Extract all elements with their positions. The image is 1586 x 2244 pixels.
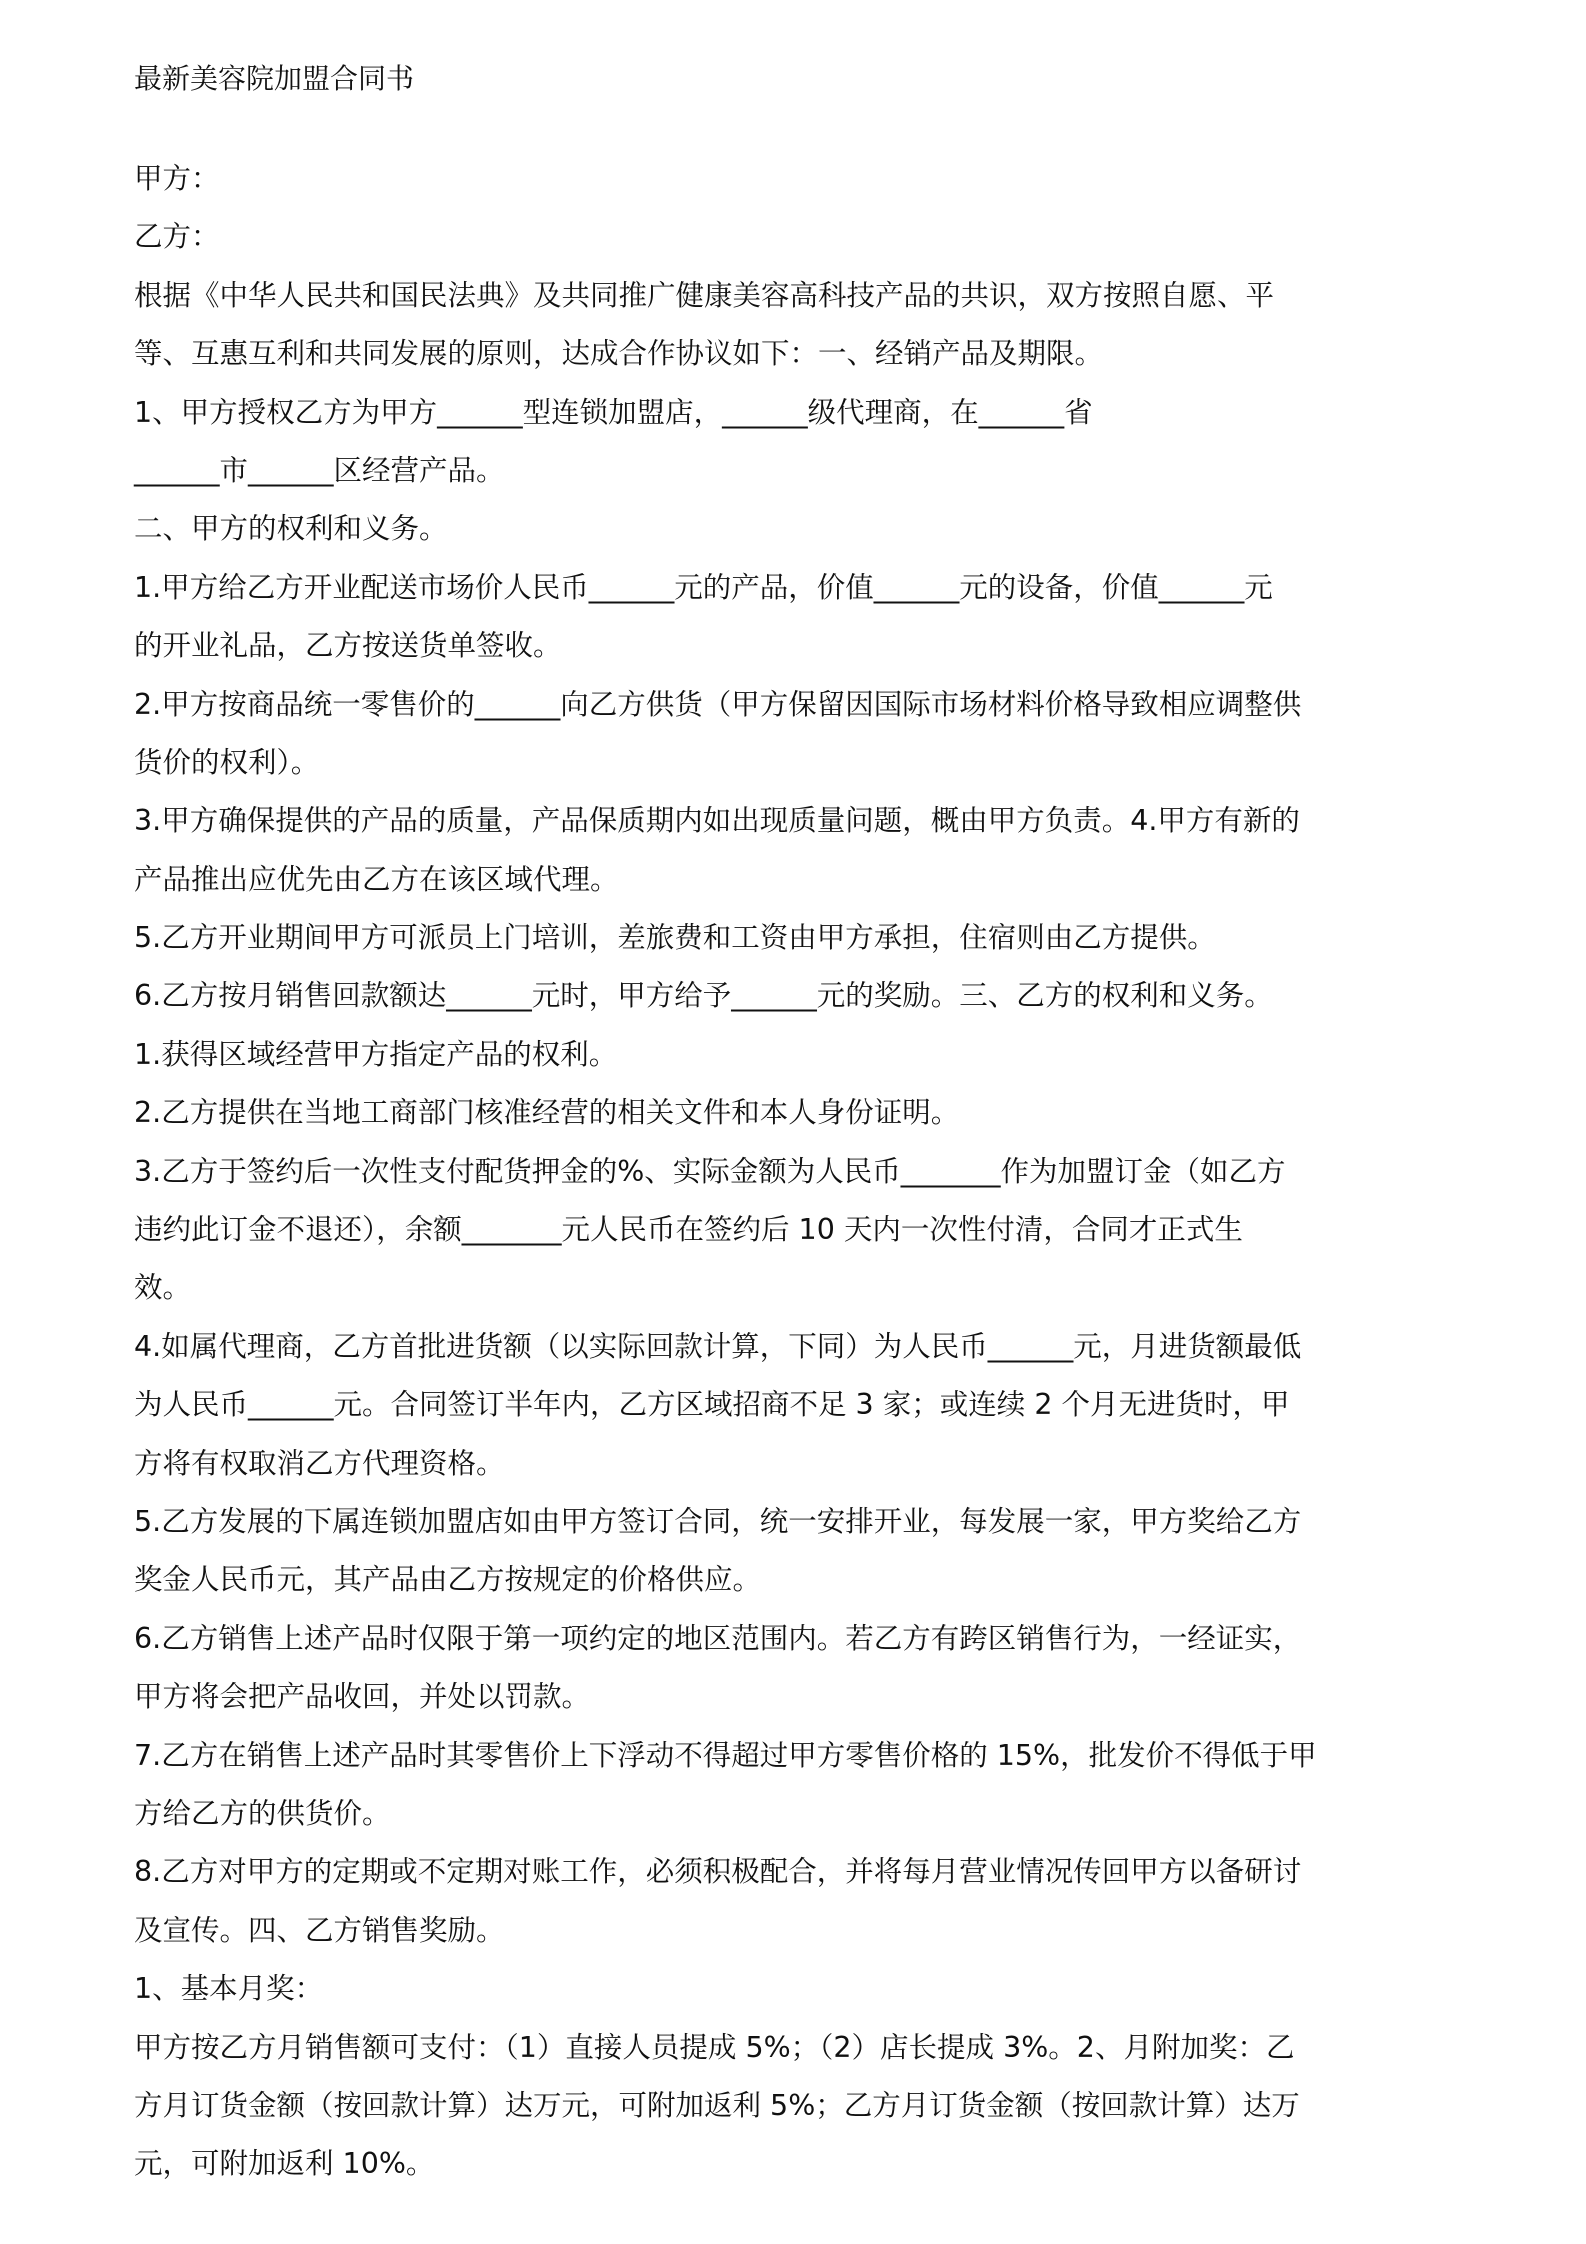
- document-body: [134, 150, 1474, 2194]
- party-a-line: 甲方：: [134, 162, 220, 195]
- section-3-item-5-line-1: 5.乙方发展的下属连锁加盟店如由甲方签订合同，统一安排开业，每发展一家，甲方奖给乙方: [134, 1504, 1302, 1538]
- clause-1-line-2: ______市______区经营产品。: [134, 453, 505, 487]
- section-2-item-1-line-2: 的开业礼品，乙方按送货单签收。: [134, 629, 562, 663]
- section-3-item-6-line-1: 6.乙方销售上述产品时仅限于第一项约定的地区范围内。若乙方有跨区销售行为，一经证实，: [134, 1621, 1302, 1655]
- section-3-item-7-line-1: 7.乙方在销售上述产品时其零售价上下浮动不得超过甲方零售价格的 15%，批发价不得低于甲: [134, 1738, 1317, 1772]
- section-3-item-1: 1.获得区域经营甲方指定产品的权利。: [134, 1037, 618, 1071]
- document-title: 最新美容院加盟合同书: [134, 62, 415, 95]
- section-3-item-7-line-2: 方给乙方的供货价。: [134, 1796, 391, 1830]
- section-4-item-1-line-1: 甲方按乙方月销售额可支付：（1）直接人员提成 5%；（2）店长提成 3%。2、月附加奖：乙: [134, 2030, 1295, 2064]
- section-2-item-3-line-2: 产品推出应优先由乙方在该区域代理。: [134, 862, 619, 896]
- section-2-heading: 二、甲方的权利和义务。: [134, 512, 448, 546]
- section-3-item-4-line-3: 方将有权取消乙方代理资格。: [134, 1446, 505, 1480]
- section-3-item-8-line-2: 及宣传。四、乙方销售奖励。: [134, 1913, 505, 1947]
- party-b-line: 乙方：: [134, 220, 220, 254]
- section-2-item-5: 5.乙方开业期间甲方可派员上门培训，差旅费和工资由甲方承担，住宿则由乙方提供。: [134, 921, 1216, 955]
- section-2-item-2-line-2: 货价的权利）。: [134, 745, 320, 779]
- section-3-item-2: 2.乙方提供在当地工商部门核准经营的相关文件和本人身份证明。: [134, 1096, 960, 1130]
- section-3-item-6-line-2: 甲方将会把产品收回，并处以罚款。: [134, 1680, 591, 1714]
- preamble-line-2: 等、互惠互利和共同发展的原则，达成合作协议如下：一、经销产品及期限。: [134, 337, 1104, 371]
- section-3-item-4-line-2: 为人民币______元。合同签订半年内，乙方区域招商不足 3 家；或连续 2 个月无进货时，甲: [134, 1388, 1290, 1422]
- clause-1-line-1: 1、甲方授权乙方为甲方______型连锁加盟店，______级代理商，在______省: [134, 395, 1093, 429]
- section-4-item-1-line-2: 方月订货金额（按回款计算）达万元，可附加返利 5%；乙方月订货金额（按回款计算）达万: [134, 2088, 1300, 2122]
- section-3-item-5-line-2: 奖金人民币元，其产品由乙方按规定的价格供应。: [134, 1563, 762, 1597]
- preamble-line-1: 根据《中华人民共和国民法典》及共同推广健康美容高科技产品的共识，双方按照自愿、平: [134, 278, 1275, 312]
- section-3-item-3-line-3: 效。: [134, 1271, 192, 1305]
- section-3-item-8-line-1: 8.乙方对甲方的定期或不定期对账工作，必须积极配合，并将每月营业情况传回甲方以备研讨: [134, 1855, 1302, 1889]
- section-4-item-1-line-3: 元，可附加返利 10%。: [134, 2147, 435, 2181]
- section-4-item-1-heading: 1、基本月奖：: [134, 1972, 324, 2006]
- section-3-item-4-line-1: 4.如属代理商，乙方首批进货额（以实际回款计算，下同）为人民币______元，月进货额最低: [134, 1329, 1302, 1363]
- section-3-item-3-line-1: 3.乙方于签约后一次性支付配货押金的%、实际金额为人民币_______作为加盟订金（如乙方: [134, 1154, 1286, 1188]
- section-2-item-1-line-1: 1.甲方给乙方开业配送市场价人民币______元的产品，价值______元的设备，价值______元: [134, 570, 1273, 604]
- section-2-item-6: 6.乙方按月销售回款额达______元时，甲方给予______元的奖励。三、乙方的权利和义务。: [134, 979, 1273, 1013]
- section-3-item-3-line-2: 违约此订金不退还），余额_______元人民币在签约后 10 天内一次性付清，合同才正式生: [134, 1213, 1243, 1247]
- section-2-item-3-line-1: 3.甲方确保提供的产品的质量，产品保质期内如出现质量问题，概由甲方负责。4.甲方有新的: [134, 804, 1300, 838]
- section-2-item-2-line-1: 2.甲方按商品统一零售价的______向乙方供货（甲方保留因国际市场材料价格导致相应调整供: [134, 687, 1302, 721]
